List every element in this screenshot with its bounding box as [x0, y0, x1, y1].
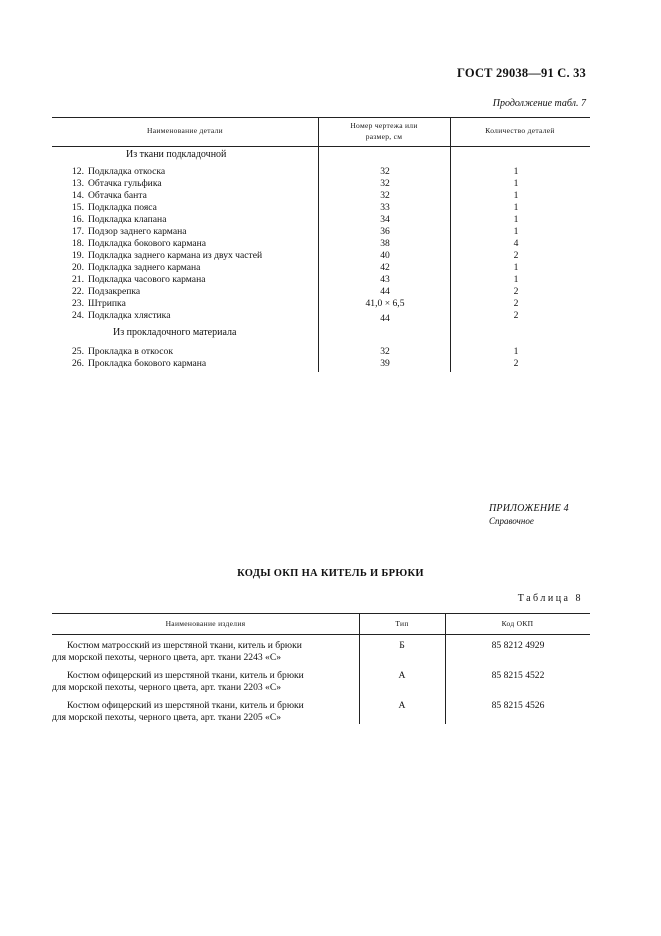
table-row [0, 274, 661, 286]
row-name: Обтачка гульфика [88, 178, 162, 189]
row-drawing: 33 [380, 202, 390, 213]
table7-col-name: Наименование детали [147, 126, 223, 135]
row-drawing: 32 [380, 178, 390, 189]
row-name: Подкладка пояса [88, 202, 157, 213]
row-name: Подкладка откоска [88, 166, 166, 177]
row-name: Подкладка хлястика [88, 310, 171, 321]
row-number: 25. [72, 346, 84, 357]
row-drawing: 32 [380, 166, 390, 177]
table-row [0, 190, 661, 202]
table-row [0, 358, 661, 370]
table7-top-rule [52, 117, 590, 118]
row-quantity: 1 [513, 190, 519, 201]
table-row [0, 178, 661, 190]
description-line-1: Костюм офицерский из шерстяной ткани, китель и брюки [67, 670, 304, 681]
row-number: 23. [72, 298, 84, 309]
row-quantity: 2 [513, 358, 519, 369]
section-title-lining: Из ткани подкладочной [126, 149, 227, 160]
row-quantity: 2 [513, 310, 519, 321]
table8-col-type: Тип [395, 619, 409, 628]
row-drawing: 44 [380, 313, 390, 324]
row-quantity: 2 [513, 298, 519, 309]
table-row [0, 346, 661, 358]
row-number: 22. [72, 286, 84, 297]
appendix-title: ПРИЛОЖЕНИЕ 4 [489, 503, 569, 514]
table7-col-drawing-1: Номер чертежа или [350, 121, 418, 130]
section-title-interlining: Из прокладочного материала [113, 327, 237, 338]
row-drawing: 32 [380, 346, 390, 357]
row-number: 20. [72, 262, 84, 273]
okp-code: 85 8215 4522 [491, 670, 545, 681]
description-line-2: для морской пехоты, черного цвета, арт. ткани 2243 «С» [52, 651, 282, 663]
row-name: Подкладка клапана [88, 214, 167, 225]
table-row [0, 214, 661, 226]
table7-col-drawing-2: размер, см [365, 132, 403, 141]
row-quantity: 1 [513, 262, 519, 273]
row-quantity: 1 [513, 346, 519, 357]
row-number: 14. [72, 190, 84, 201]
row-number: 17. [72, 226, 84, 237]
description-line-2: для морской пехоты, черного цвета, арт. ткани 2203 «С» [52, 681, 282, 693]
row-drawing: 39 [380, 358, 390, 369]
row-name: Подкладка заднего кармана из двух частей [88, 250, 263, 261]
row-name: Штрипка [88, 298, 126, 309]
row-name: Подзакрепка [88, 286, 141, 297]
row-drawing: 34 [380, 214, 390, 225]
table-row [0, 310, 661, 322]
appendix-subtitle: Справочное [489, 516, 534, 526]
product-description [52, 670, 357, 693]
table-row [0, 166, 661, 178]
row-drawing: 40 [380, 250, 390, 261]
row-quantity: 1 [513, 274, 519, 285]
row-number: 21. [72, 274, 84, 285]
row-name: Подкладка часового кармана [88, 274, 206, 285]
row-number: 13. [72, 178, 84, 189]
product-type: А [398, 670, 406, 681]
row-name: Обтачка банта [88, 190, 147, 201]
row-number: 24. [72, 310, 84, 321]
table8-header-rule [52, 634, 590, 635]
row-name: Прокладка в откосок [88, 346, 173, 357]
row-drawing: 32 [380, 190, 390, 201]
table8-top-rule [52, 613, 590, 614]
table-row [0, 238, 661, 250]
table-row [0, 262, 661, 274]
table-row [0, 250, 661, 262]
row-quantity: 4 [513, 238, 519, 249]
row-quantity: 1 [513, 178, 519, 189]
row-drawing: 43 [380, 274, 390, 285]
row-drawing: 41,0 × 6,5 [365, 298, 405, 309]
row-number: 12. [72, 166, 84, 177]
row-number: 26. [72, 358, 84, 369]
product-description [52, 640, 357, 663]
section-heading: КОДЫ ОКП НА КИТЕЛЬ И БРЮКИ [237, 568, 424, 579]
row-number: 19. [72, 250, 84, 261]
table8-label: Таблица 8 [517, 593, 583, 604]
table-row [0, 226, 661, 238]
row-drawing: 38 [380, 238, 390, 249]
table7-col-quantity: Количество деталей [485, 126, 555, 135]
row-name: Подзор заднего кармана [88, 226, 187, 237]
page-header: ГОСТ 29038—91 С. 33 [457, 66, 586, 80]
product-type: Б [399, 640, 405, 651]
description-line-1: Костюм офицерский из шерстяной ткани, китель и брюки [67, 700, 304, 711]
product-description [52, 700, 357, 723]
row-drawing: 42 [380, 262, 390, 273]
row-quantity: 2 [513, 250, 519, 261]
okp-code: 85 8212 4929 [491, 640, 545, 651]
row-name: Подкладка заднего кармана [88, 262, 201, 273]
row-name: Прокладка бокового кармана [88, 358, 207, 369]
description-line-2: для морской пехоты, черного цвета, арт. ткани 2205 «С» [52, 711, 282, 723]
table8-col-code: Код ОКП [501, 619, 534, 628]
row-drawing: 36 [380, 226, 390, 237]
row-quantity: 1 [513, 166, 519, 177]
row-quantity: 1 [513, 226, 519, 237]
row-drawing: 44 [380, 286, 390, 297]
row-number: 18. [72, 238, 84, 249]
table7-header-rule [52, 146, 590, 147]
table-row [0, 286, 661, 298]
description-line-1: Костюм матросский из шерстяной ткани, китель и брюки [67, 640, 302, 651]
row-quantity: 1 [513, 214, 519, 225]
table-continuation-label: Продолжение табл. 7 [492, 98, 586, 109]
row-quantity: 2 [513, 286, 519, 297]
row-quantity: 1 [513, 202, 519, 213]
product-type: А [398, 700, 406, 711]
row-name: Подкладка бокового кармана [88, 238, 206, 249]
table-row [0, 202, 661, 214]
row-number: 16. [72, 214, 84, 225]
okp-code: 85 8215 4526 [491, 700, 545, 711]
table-row [0, 298, 661, 310]
row-number: 15. [72, 202, 84, 213]
table8-col-name: Наименование изделия [165, 619, 246, 628]
